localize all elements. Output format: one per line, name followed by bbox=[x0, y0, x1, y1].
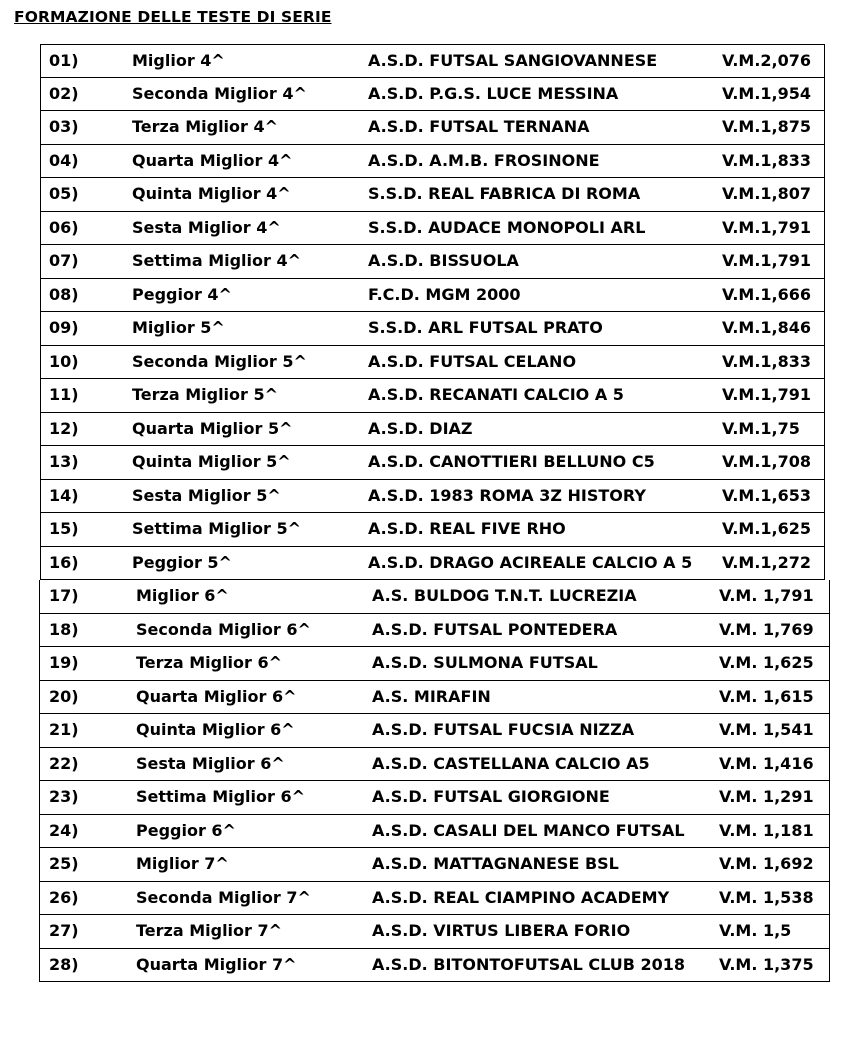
table-row bbox=[39, 681, 830, 715]
table-row bbox=[40, 78, 825, 112]
row-number: 14) bbox=[49, 485, 79, 505]
seed-rank: Terza Miglior 5^ bbox=[132, 385, 279, 404]
seed-rank: Miglior 7^ bbox=[136, 854, 229, 873]
row-number: 18) bbox=[49, 619, 79, 639]
row-number: 06) bbox=[49, 217, 79, 237]
seed-rank: Sesta Miglior 5^ bbox=[132, 485, 281, 505]
seed-rank: Quarta Miglior 5^ bbox=[132, 418, 293, 438]
average-value: V.M. 1,375 bbox=[719, 954, 814, 974]
seed-rank: Peggior 4^ bbox=[132, 284, 232, 304]
team-name: A.S.D. FUTSAL TERNANA bbox=[368, 117, 590, 136]
team-name: A.S.D. FUTSAL PONTEDERA bbox=[372, 619, 618, 639]
seed-rank: Seconda Miglior 5^ bbox=[132, 351, 307, 371]
table-row bbox=[40, 312, 825, 346]
team-name: A.S.D. P.G.S. LUCE MESSINA bbox=[368, 83, 619, 103]
row-number: 21) bbox=[49, 720, 79, 739]
row-number: 19) bbox=[49, 653, 79, 672]
team-name: A.S.D. REAL FIVE RHO bbox=[368, 519, 566, 538]
table-row bbox=[40, 513, 825, 547]
seed-rank: Quinta Miglior 5^ bbox=[132, 452, 291, 471]
seed-rank: Peggior 5^ bbox=[132, 552, 232, 572]
team-name: A.S.D. MATTAGNANESE BSL bbox=[372, 854, 619, 873]
row-number: 12) bbox=[49, 418, 79, 438]
seed-rank: Seconda Miglior 4^ bbox=[132, 83, 307, 103]
row-number: 25) bbox=[49, 854, 79, 873]
average-value: V.M. 1,541 bbox=[719, 720, 814, 739]
row-number: 08) bbox=[49, 284, 79, 304]
table-row bbox=[40, 346, 825, 380]
row-number: 05) bbox=[49, 184, 79, 203]
average-value: V.M.1,625 bbox=[722, 519, 812, 538]
table-row bbox=[40, 111, 825, 145]
seed-rank: Quinta Miglior 4^ bbox=[132, 184, 291, 203]
seed-rank: Terza Miglior 4^ bbox=[132, 117, 279, 136]
row-number: 04) bbox=[49, 150, 79, 170]
row-number: 03) bbox=[49, 117, 79, 136]
table-row bbox=[39, 781, 830, 815]
average-value: V.M. 1,625 bbox=[719, 653, 814, 672]
row-number: 28) bbox=[49, 954, 79, 974]
team-name: A.S.D. FUTSAL SANGIOVANNESE bbox=[368, 51, 658, 70]
team-name: A.S.D. VIRTUS LIBERA FORIO bbox=[372, 921, 631, 940]
seeding-table bbox=[40, 44, 825, 982]
seed-rank: Quarta Miglior 6^ bbox=[136, 686, 297, 706]
row-number: 02) bbox=[49, 83, 79, 103]
team-name: A.S.D. FUTSAL CELANO bbox=[368, 351, 577, 371]
seed-rank: Sesta Miglior 4^ bbox=[132, 217, 281, 237]
table-row bbox=[39, 748, 830, 782]
row-number: 16) bbox=[49, 552, 79, 572]
row-number: 27) bbox=[49, 921, 79, 940]
average-value: V.M. 1,692 bbox=[719, 854, 814, 873]
table-row bbox=[40, 44, 825, 78]
table-row bbox=[39, 882, 830, 916]
row-number: 24) bbox=[49, 820, 79, 840]
average-value: V.M.1,833 bbox=[722, 150, 812, 170]
seed-rank: Seconda Miglior 6^ bbox=[136, 619, 311, 639]
seed-rank: Terza Miglior 6^ bbox=[136, 653, 283, 672]
seed-rank: Settima Miglior 5^ bbox=[132, 519, 302, 538]
seed-rank: Terza Miglior 7^ bbox=[136, 921, 283, 940]
team-name: A.S.D. DRAGO ACIREALE CALCIO A 5 bbox=[368, 552, 693, 572]
team-name: S.S.D. ARL FUTSAL PRATO bbox=[368, 318, 603, 337]
seed-rank: Quarta Miglior 4^ bbox=[132, 150, 293, 170]
table-row bbox=[39, 647, 830, 681]
row-number: 10) bbox=[49, 351, 79, 371]
average-value: V.M.2,076 bbox=[722, 51, 812, 70]
average-value: V.M.1,807 bbox=[722, 184, 812, 203]
table-row bbox=[40, 446, 825, 480]
row-number: 22) bbox=[49, 753, 79, 773]
table-row bbox=[40, 279, 825, 313]
row-number: 13) bbox=[49, 452, 79, 471]
seed-rank: Quinta Miglior 6^ bbox=[136, 720, 295, 739]
team-name: S.S.D. AUDACE MONOPOLI ARL bbox=[368, 217, 646, 237]
seed-rank: Miglior 4^ bbox=[132, 51, 225, 70]
table-row bbox=[40, 480, 825, 514]
average-value: V.M.1,833 bbox=[722, 351, 812, 371]
average-value: V.M.1,791 bbox=[722, 385, 812, 404]
average-value: V.M.1,666 bbox=[722, 284, 812, 304]
team-name: A.S.D. CASALI DEL MANCO FUTSAL bbox=[372, 820, 685, 840]
row-number: 01) bbox=[49, 51, 79, 70]
table-row bbox=[40, 245, 825, 279]
team-name: A.S.D. CANOTTIERI BELLUNO C5 bbox=[368, 452, 655, 471]
table-row bbox=[40, 212, 825, 246]
team-name: F.C.D. MGM 2000 bbox=[368, 284, 521, 304]
team-name: A.S.D. REAL CIAMPINO ACADEMY bbox=[372, 887, 670, 907]
average-value: V.M.1,791 bbox=[722, 217, 812, 237]
row-number: 11) bbox=[49, 385, 79, 404]
average-value: V.M.1,653 bbox=[722, 485, 812, 505]
table-row bbox=[40, 145, 825, 179]
seed-rank: Sesta Miglior 6^ bbox=[136, 753, 285, 773]
table-row bbox=[40, 379, 825, 413]
seed-rank: Miglior 5^ bbox=[132, 318, 225, 337]
team-name: A.S.D. FUTSAL FUCSIA NIZZA bbox=[372, 720, 635, 739]
average-value: V.M. 1,416 bbox=[719, 753, 814, 773]
seed-rank: Settima Miglior 6^ bbox=[136, 787, 306, 806]
table-row bbox=[40, 547, 825, 581]
table-row bbox=[39, 714, 830, 748]
document-title: FORMAZIONE DELLE TESTE DI SERIE bbox=[14, 8, 332, 26]
row-number: 09) bbox=[49, 318, 79, 337]
seed-rank: Miglior 6^ bbox=[136, 586, 229, 605]
table-row bbox=[39, 580, 830, 614]
table-row bbox=[39, 949, 830, 983]
team-name: S.S.D. REAL FABRICA DI ROMA bbox=[368, 184, 641, 203]
seed-rank: Peggior 6^ bbox=[136, 820, 236, 840]
team-name: A.S.D. 1983 ROMA 3Z HISTORY bbox=[368, 485, 646, 505]
average-value: V.M.1,708 bbox=[722, 452, 812, 471]
table-row bbox=[39, 848, 830, 882]
team-name: A.S.D. A.M.B. FROSINONE bbox=[368, 150, 600, 170]
average-value: V.M.1,791 bbox=[722, 251, 812, 270]
team-name: A.S.D. BITONTOFUTSAL CLUB 2018 bbox=[372, 954, 686, 974]
average-value: V.M. 1,769 bbox=[719, 619, 814, 639]
team-name: A.S.D. FUTSAL GIORGIONE bbox=[372, 787, 610, 806]
average-value: V.M. 1,615 bbox=[719, 686, 814, 706]
row-number: 20) bbox=[49, 686, 79, 706]
average-value: V.M.1,272 bbox=[722, 552, 812, 572]
team-name: A.S.D. DIAZ bbox=[368, 418, 473, 438]
team-name: A.S.D. SULMONA FUTSAL bbox=[372, 653, 598, 672]
table-row bbox=[40, 178, 825, 212]
team-name: A.S.D. CASTELLANA CALCIO A5 bbox=[372, 753, 650, 773]
row-number: 07) bbox=[49, 251, 79, 270]
average-value: V.M. 1,791 bbox=[719, 586, 814, 605]
seed-rank: Seconda Miglior 7^ bbox=[136, 887, 311, 907]
row-number: 15) bbox=[49, 519, 79, 538]
row-number: 23) bbox=[49, 787, 79, 806]
team-name: A.S.D. RECANATI CALCIO A 5 bbox=[368, 385, 624, 404]
team-name: A.S. MIRAFIN bbox=[372, 686, 491, 706]
average-value: V.M. 1,291 bbox=[719, 787, 814, 806]
row-number: 26) bbox=[49, 887, 79, 907]
team-name: A.S.D. BISSUOLA bbox=[368, 251, 519, 270]
seed-rank: Settima Miglior 4^ bbox=[132, 251, 302, 270]
table-row bbox=[40, 413, 825, 447]
average-value: V.M.1,846 bbox=[722, 318, 812, 337]
table-row bbox=[39, 815, 830, 849]
average-value: V.M.1,954 bbox=[722, 83, 812, 103]
average-value: V.M. 1,5 bbox=[719, 921, 792, 940]
seed-rank: Quarta Miglior 7^ bbox=[136, 954, 297, 974]
team-name: A.S. BULDOG T.N.T. LUCREZIA bbox=[372, 586, 637, 605]
average-value: V.M. 1,538 bbox=[719, 887, 814, 907]
table-row bbox=[39, 614, 830, 648]
table-row bbox=[39, 915, 830, 949]
average-value: V.M. 1,181 bbox=[719, 820, 814, 840]
average-value: V.M.1,875 bbox=[722, 117, 812, 136]
row-number: 17) bbox=[49, 586, 79, 605]
average-value: V.M.1,75 bbox=[722, 418, 800, 438]
